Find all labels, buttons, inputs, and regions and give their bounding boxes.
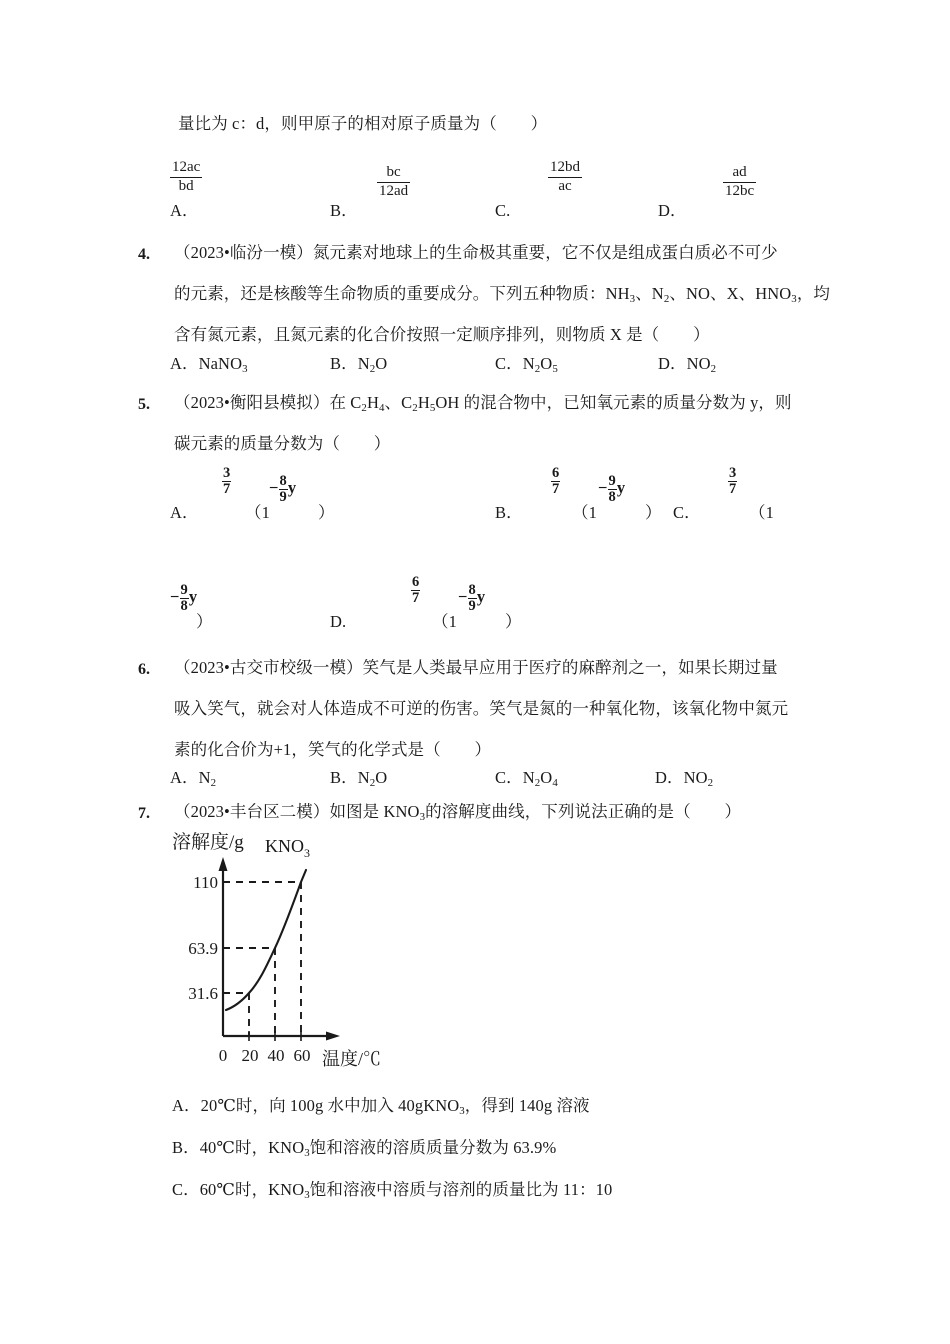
q3-stem-text: 量比为 c：d，则甲原子的相对原子质量为（ ） — [178, 114, 548, 133]
chart-x-axis-label: 温度/℃ — [322, 1049, 382, 1069]
question-3-stem-tail — [178, 116, 547, 134]
question-5-option-b-label[interactable]: B． — [495, 503, 523, 522]
question-4-number: 4. — [138, 246, 150, 263]
question-5-option-a-fraction-1: $\frac{3}{7}$ — [223, 465, 231, 497]
question-5-option-d-fraction-1: $\frac{6}{7}$ — [412, 574, 420, 606]
question-5-option-b-expression: − $\frac{9}{8}$ y — [598, 473, 626, 505]
question-4-line-2: 的元素，还是核酸等生命物质的重要成分。下列五种物质：$NH_3$、$N_2$、NO、X、$HNO_3$，均 — [174, 284, 831, 306]
q3-option-b-fraction — [377, 165, 410, 200]
question-4-line-1: （2023•临汾一模）氮元素对地球上的生命极其重要，它不仅是组成蛋白质必不可少 — [174, 243, 778, 262]
question-5-line-2: 碳元素的质量分数为（ ） — [174, 434, 391, 453]
question-5-option-b-fraction-1: $\frac{6}{7}$ — [552, 465, 560, 497]
question-3-option-a-label: A． — [170, 201, 199, 220]
q3-option-d-numerator: ad — [723, 165, 756, 183]
q3-option-b-denominator: 12ad — [379, 182, 409, 199]
q3-option-a-denominator: bd — [178, 177, 194, 194]
question-5-option-c-paren-close: ） — [196, 612, 213, 631]
q3-option-d-denominator: 12bc — [725, 182, 755, 199]
question-6-option-c[interactable]: C．$N_2O_4$ — [495, 768, 558, 790]
question-7-option-b[interactable]: B．40℃时，$KNO_3$饱和溶液的溶质质量分数为 63.9% — [172, 1138, 557, 1160]
chart-xtick-label-40: 40 — [267, 1046, 285, 1065]
question-5-option-a-expression: − $\frac{8}{9}$ y — [269, 473, 297, 505]
chart-ytick-label-63-9: 63.9 — [188, 939, 218, 958]
question-6-line-2: 吸入笑气，就会对人体造成不可逆的伤害。笑气是氮的一种氧化物，该氧化物中氮元 — [174, 699, 789, 718]
question-4-line-3: 含有氮元素，且氮元素的化合价按照一定顺序排列，则物质 X 是（ ） — [174, 325, 710, 344]
question-5-option-c-expression: − $\frac{9}{8}$ y — [170, 582, 198, 614]
question-5-option-d-label[interactable]: D. — [330, 612, 347, 631]
question-5-option-a-paren-close: ） — [318, 503, 335, 522]
q3-option-b-numerator: bc — [377, 165, 410, 183]
question-5-option-c-fraction-1: $\frac{3}{7}$ — [729, 465, 737, 497]
question-5-option-c-label[interactable]: C． — [673, 503, 701, 522]
question-5-option-b-paren-open: （1 — [572, 503, 597, 522]
question-3-option-b-label: B． — [330, 201, 358, 220]
question-5-option-a-label[interactable]: A． — [170, 503, 199, 522]
question-4-option-b[interactable]: B．$N_2O$ — [330, 354, 388, 376]
q3-option-d-fraction — [723, 165, 756, 200]
question-5-option-d-paren-close: ） — [505, 612, 522, 631]
question-5-number: 5. — [138, 396, 150, 413]
q3-option-c-numerator: 12bd — [548, 160, 582, 178]
question-7-option-a[interactable]: A．20℃时，向 100g 水中加入 40gKNO$_3$，得到 140g 溶液 — [172, 1096, 590, 1118]
question-3-option-d-label: D． — [658, 201, 687, 220]
chart-xtick-label-0: 0 — [218, 1046, 228, 1065]
q3-option-c-denominator: ac — [558, 177, 572, 194]
question-5-option-d-expression: − $\frac{8}{9}$ y — [458, 582, 486, 614]
question-6-option-b[interactable]: B．$N_2O$ — [330, 768, 388, 790]
question-7-option-c[interactable]: C．60℃时，$KNO_3$饱和溶液中溶质与溶剂的质量比为 11：10 — [172, 1180, 613, 1202]
question-5-option-d-paren-open: （1 — [432, 612, 457, 631]
chart-xtick-label-20: 20 — [241, 1046, 259, 1065]
chart-curve-kno3 — [226, 870, 306, 1010]
question-5-option-a-paren-open: （1 — [245, 503, 270, 522]
question-5-option-c-paren-open: （1 — [749, 503, 774, 522]
question-6-option-a[interactable]: A．$N_2$ — [170, 768, 217, 790]
q3-option-a-numerator: 12ac — [170, 160, 202, 178]
question-6-line-1: （2023•古交市校级一模）笑气是人类最早应用于医疗的麻醉剂之一，如果长期过量 — [174, 658, 778, 677]
question-3-option-c-label: C. — [495, 201, 511, 220]
chart-svg — [170, 832, 420, 1087]
q3-option-c-fraction — [548, 160, 582, 195]
question-3-option-a[interactable] — [170, 160, 202, 195]
chart-ytick-label-110: 110 — [193, 873, 218, 892]
question-6-line-3: 素的化合价为+1，笑气的化学式是（ ） — [174, 740, 492, 759]
chart-xtick-label-60: 60 — [293, 1046, 311, 1065]
question-3-option-d[interactable] — [723, 165, 756, 200]
q3-option-a-fraction — [170, 160, 202, 195]
question-6-number: 6. — [138, 661, 150, 678]
question-4-option-c[interactable]: C．$N_2O_5$ — [495, 354, 558, 376]
chart-ytick-label-31-6: 31.6 — [188, 984, 218, 1003]
question-5-line-1: （2023•衡阳县模拟）在 $C_2H_4$、$C_2H_5OH$ 的混合物中，已知氧元素的质量分数为 y，则 — [174, 393, 792, 415]
question-7-number: 7. — [138, 805, 150, 822]
question-5-option-b-paren-close: ） — [645, 503, 662, 522]
question-3-option-c[interactable] — [548, 160, 582, 195]
question-4-option-a[interactable]: A．NaNO$_3$ — [170, 354, 248, 376]
chart-y-axis-label: 溶解度/g — [172, 832, 244, 853]
chart-x-axis-arrow — [326, 1032, 340, 1041]
question-3-option-b[interactable] — [377, 165, 410, 200]
question-7-line-1: （2023•丰台区二模）如图是 $KNO_3$的溶解度曲线，下列说法正确的是（ ） — [174, 802, 742, 824]
chart-y-axis-arrow — [219, 857, 228, 871]
solubility-curve-chart — [170, 832, 420, 1087]
question-4-option-d[interactable]: D．$NO_2$ — [658, 354, 717, 376]
question-6-option-d[interactable]: D．$NO_2$ — [655, 768, 714, 790]
chart-curve-label: $KNO_3$ — [265, 836, 310, 860]
